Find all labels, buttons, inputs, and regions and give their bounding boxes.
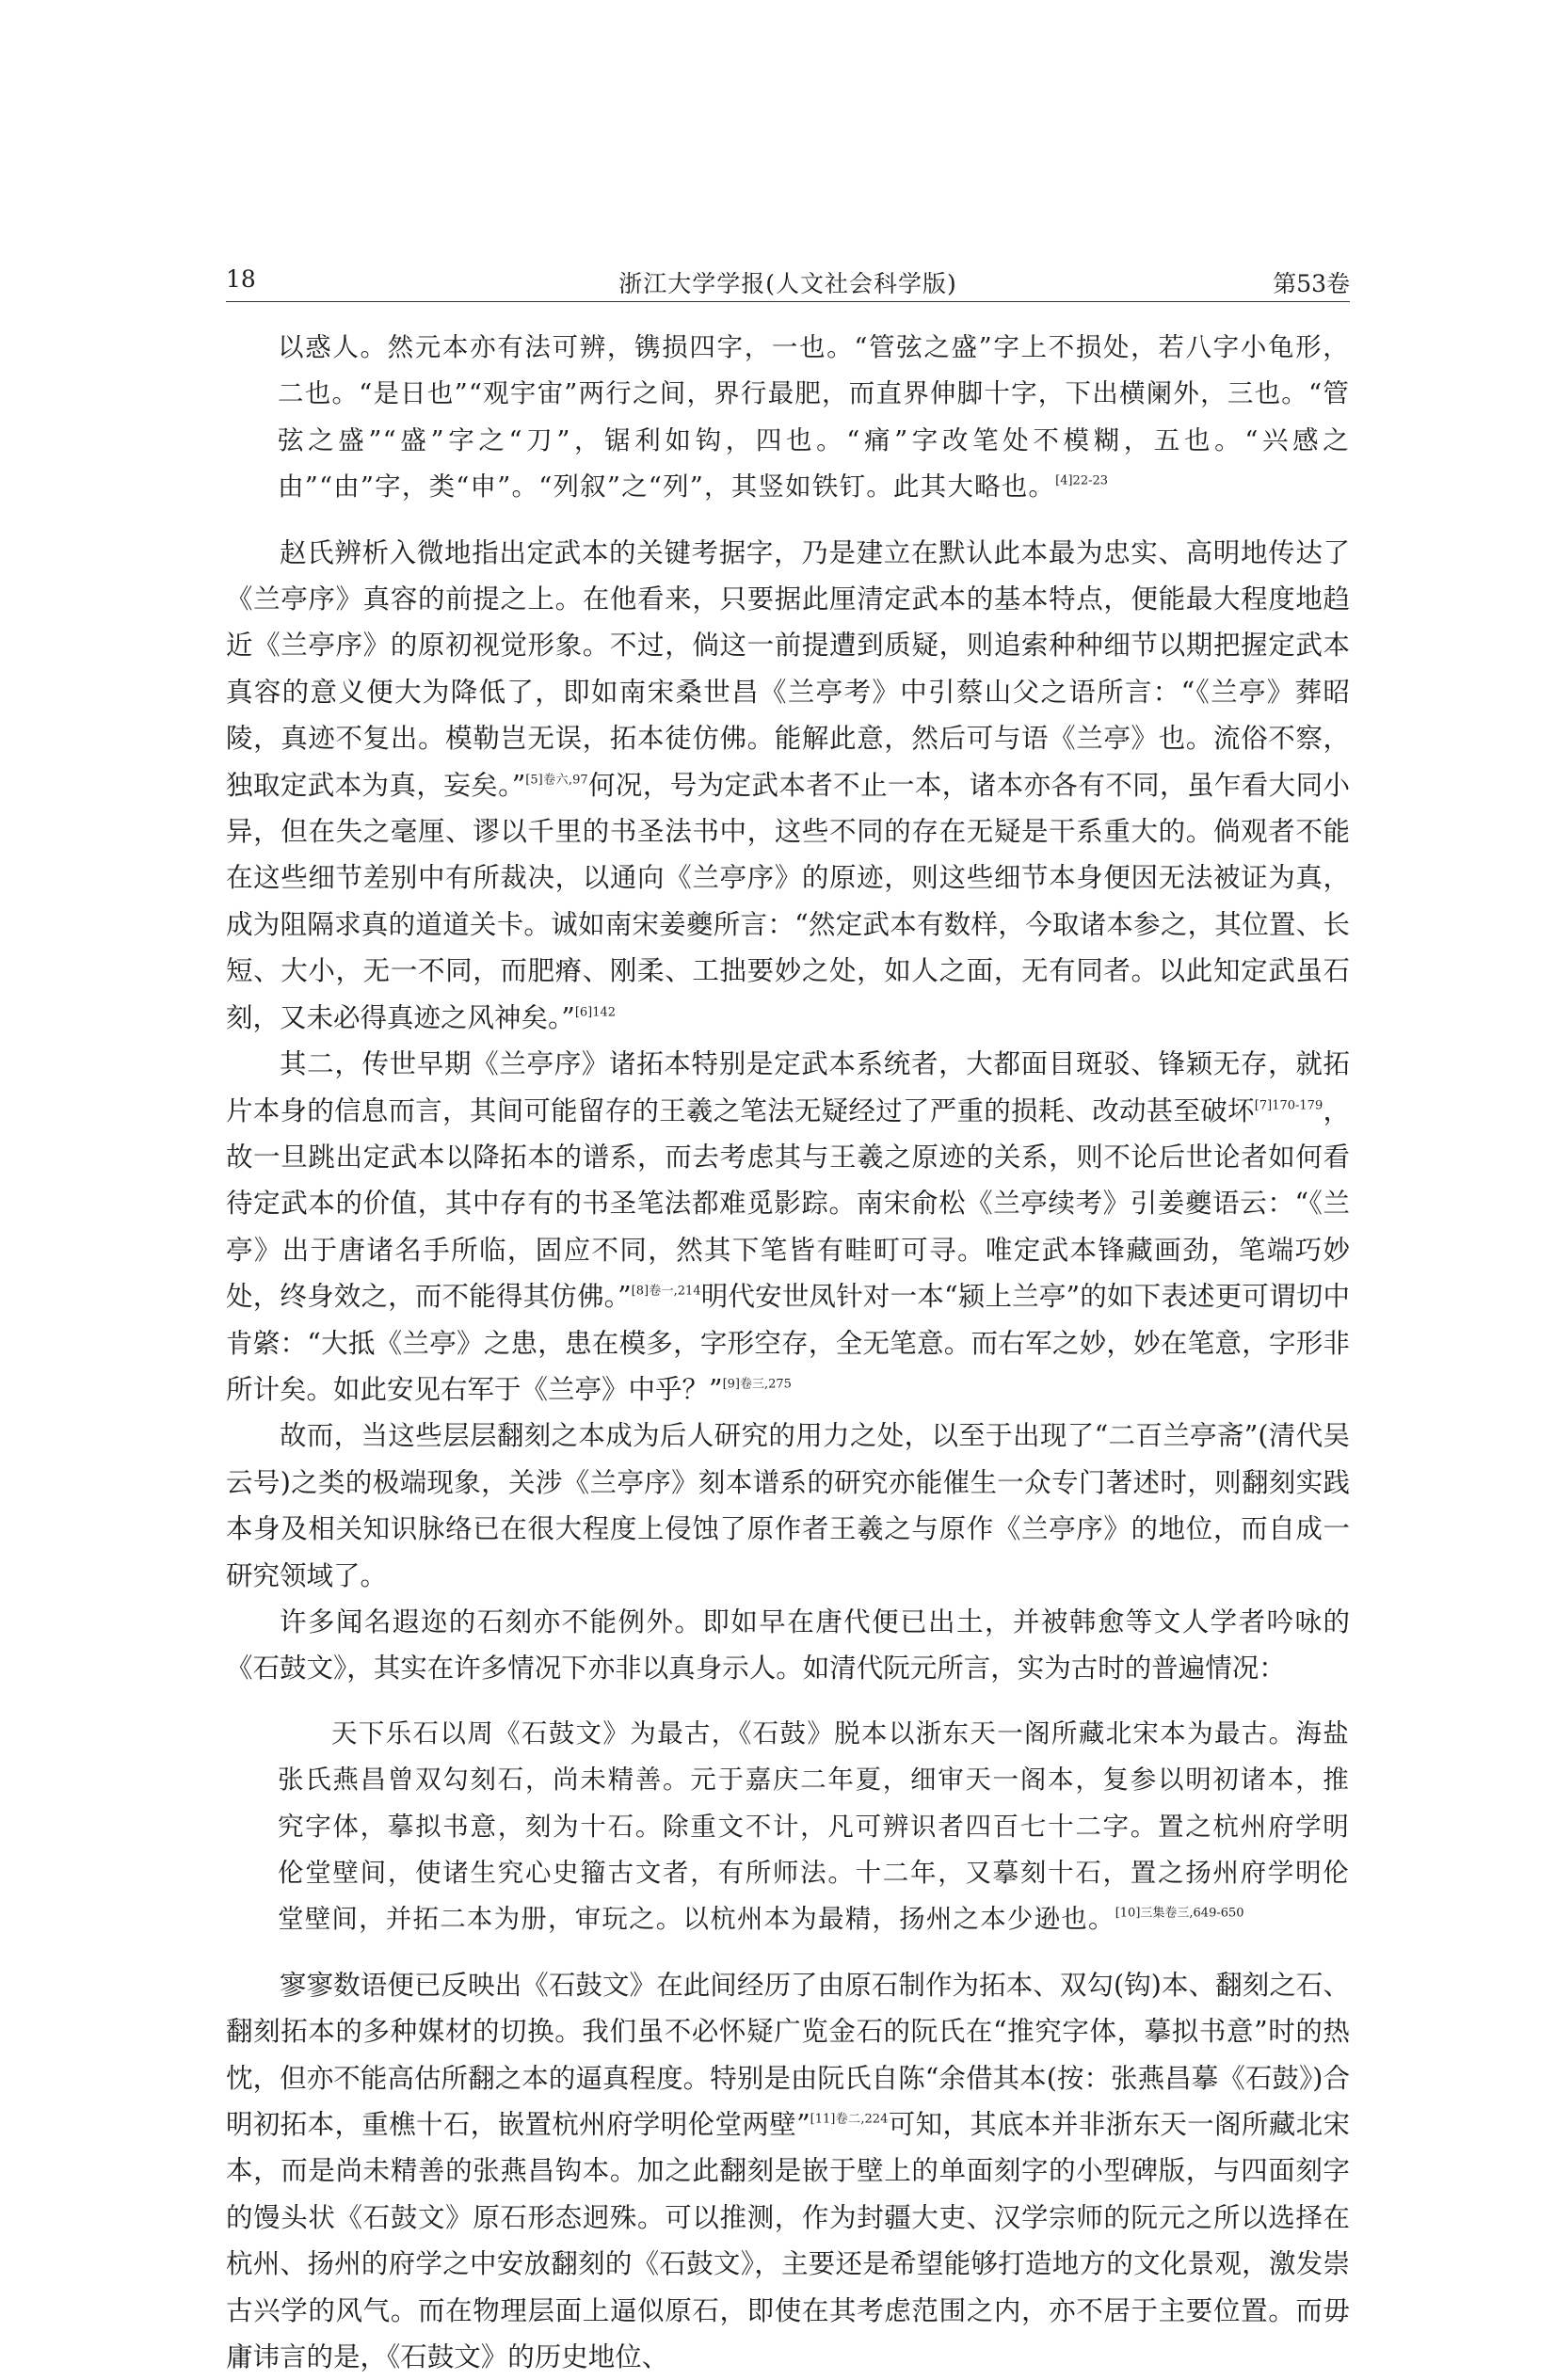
page-number: 18 xyxy=(226,265,256,293)
paragraph-text: 其二，传世早期《兰亭序》诸拓本特别是定武本系统者，大都面目斑驳、锋颖无存，就拓片本身的信息而言，其间可能留存的王羲之笔法无疑经过了严重的损耗、改动甚至破坏 xyxy=(226,1048,1350,1126)
paragraph-text: ，故一旦跳出定武本以降拓本的谱系，而去考虑其与王羲之原迹的关系，则不论后世论者如何看待定武本的价值，其中存有的书圣笔法都难觅影踪。南宋俞松《兰亭续考》引姜夔语云：“《兰亭》出于唐诸名手所临，固应不同，然其下笔皆有畦町可寻。唯定武本锋藏画劲，笔端巧妙处，终身效之，而不能得其仿佛。” xyxy=(226,1094,1350,1313)
body-paragraph xyxy=(226,1962,1350,2380)
citation: [5]卷六,97 xyxy=(525,772,588,787)
paragraph-text: 赵氏辨析入微地指出定武本的关键考据字，乃是建立在默认此本最为忠实、高明地传达了《兰亭序》真容的前提之上。在他看来，只要据此厘清定武本的基本特点，便能最大程度地趋近《兰亭序》的原初视觉形象。不过，倘这一前提遭到质疑，则追索种种细节以期把握定武本真容的意义便大为降低了，即如南宋桑世昌《兰亭考》中引蔡山父之语所言：“《兰亭》葬昭陵，真迹不复出。模勒岂无误，拓本徒仿佛。能解此意，然后可与语《兰亭》也。流俗不察，独取定武本为真，妄矣。” xyxy=(226,536,1350,801)
body-paragraph xyxy=(226,530,1350,1041)
body-paragraph xyxy=(226,1599,1350,1692)
citation: [10]三集卷三,649-650 xyxy=(1115,1906,1244,1921)
citation: [7]170-179 xyxy=(1254,1097,1323,1112)
quote-text: 以惑人。然元本亦有法可辨，镌损四字，一也。“管弦之盛”字上不损处，若八字小龟形，二也。“是日也”“观宇宙”两行之间，界行最肥，而直界伸脚十字，下出横阑外，三也。“管弦之盛”“盛”字之“刀”，锯利如钩，四也。“痛”字改笔处不模糊，五也。“兴感之由”“由”字，类“申”。“列叙”之“列”，其竖如铁钉。此其大略也。 xyxy=(278,332,1350,503)
block-quote-2 xyxy=(226,1711,1350,1943)
quote-paragraph xyxy=(278,325,1350,511)
journal-title: 浙江大学学报(人文社会科学版) xyxy=(618,270,957,297)
header-rule xyxy=(226,301,1350,302)
citation: [8]卷一,214 xyxy=(631,1284,701,1299)
citation: [4]22-23 xyxy=(1055,473,1109,488)
quote-paragraph xyxy=(278,1711,1350,1943)
paragraph-text: 故而，当这些层层翻刻之本成为后人研究的用力之处，以至于出现了“二百兰亭斋”(清代吴云号)之类的极端现象，关涉《兰亭序》刻本谱系的研究亦能催生一众专门著述时，则翻刻实践本身及相关知识脉络已在很大程度上侵蚀了原作者王羲之与原作《兰亭序》的地位，而自成一研究领域了。 xyxy=(226,1420,1350,1591)
paragraph-text: 许多闻名遐迩的石刻亦不能例外。即如早在唐代便已出土，并被韩愈等文人学者吟咏的《石鼓文》，其实在许多情况下亦非以真身示人。如清代阮元所言，实为古时的普遍情况： xyxy=(226,1605,1350,1685)
citation: [11]卷二,224 xyxy=(810,2112,889,2127)
body-paragraph xyxy=(226,1413,1350,1599)
citation: [9]卷三,275 xyxy=(722,1377,792,1392)
citation: [6]142 xyxy=(574,1005,617,1019)
quote-text: 天下乐石以周《石鼓文》为最古，《石鼓》脱本以浙东天一阁所藏北宋本为最古。海盐张氏燕昌曾双勾刻石，尚未精善。元于嘉庆二年夏，细审天一阁本，复参以明初诸本，推究字体，摹拟书意，刻为十石。除重文不计，凡可辨识者四百七十二字。置之杭州府学明伦堂壁间，使诸生究心史籀古文者，有所师法。十二年，又摹刻十石，置之扬州府学明伦堂壁间，并拓二本为册，审玩之。以杭州本为最精，扬州之本少逊也。 xyxy=(278,1717,1350,1935)
paragraph-text: 寥寥数语便已反映出《石鼓文》在此间经历了由原石制作为拓本、双勾(钩)本、翻刻之石、翻刻拓本的多种媒材的切换。我们虽不必怀疑广览金石的阮氏在“推究字体，摹拟书意”时的热忱，但亦不能高估所翻之本的逼真程度。特别是由阮氏自陈“余借其本(按：张燕昌摹《石鼓》)合明初拓本，重樵十石，嵌置杭州府学明伦堂两壁” xyxy=(226,1969,1350,2141)
paragraph-text: 可知，其底本并非浙东天一阁所藏北宋本，而是尚未精善的张燕昌钩本。加之此翻刻是嵌于壁上的单面刻字的小型碑版，与四面刻字的馒头状《石鼓文》原石形态迥殊。可以推测，作为封疆大吏、汉学宗师的阮元之所以选择在杭州、扬州的府学之中安放翻刻的《石鼓文》，主要还是希望能够打造地方的文化景观，激发崇古兴学的风气。而在物理层面上逼似原石，即使在其考虑范围之内，亦不居于主要位置。而毋庸讳言的是，《石鼓文》的历史地位、 xyxy=(226,2109,1350,2373)
paragraph-text: 明代安世凤针对一本“颍上兰亭”的如下表述更可谓切中肯綮：“大抵《兰亭》之患，患在模多，字形空存，全无笔意。而右军之妙，妙在笔意，字形非所计矣。如此安见右军于《兰亭》中乎？” xyxy=(226,1281,1350,1405)
block-quote-1 xyxy=(226,325,1350,511)
paragraph-text: 何况，号为定武本者不止一本，诸本亦各有不同，虽乍看大同小异，但在失之毫厘、谬以千里的书圣法书中，这些不同的存在无疑是干系重大的。倘观者不能在这些细节差别中有所裁决，以通向《兰亭序》的原迹，则这些细节本身便因无法被证为真，成为阻隔求真的道道关卡。诚如南宋姜夔所言：“然定武本有数样，今取诸本参之，其位置、长短、大小，无一不同，而肥瘠、刚柔、工拙要妙之处，如人之面，无有同者。以此知定武虽石刻，又未必得真迹之风神矣。” xyxy=(226,769,1350,1033)
volume-label: 第53卷 xyxy=(1273,270,1350,297)
body-paragraph xyxy=(226,1041,1350,1413)
article-body xyxy=(226,325,1350,2380)
